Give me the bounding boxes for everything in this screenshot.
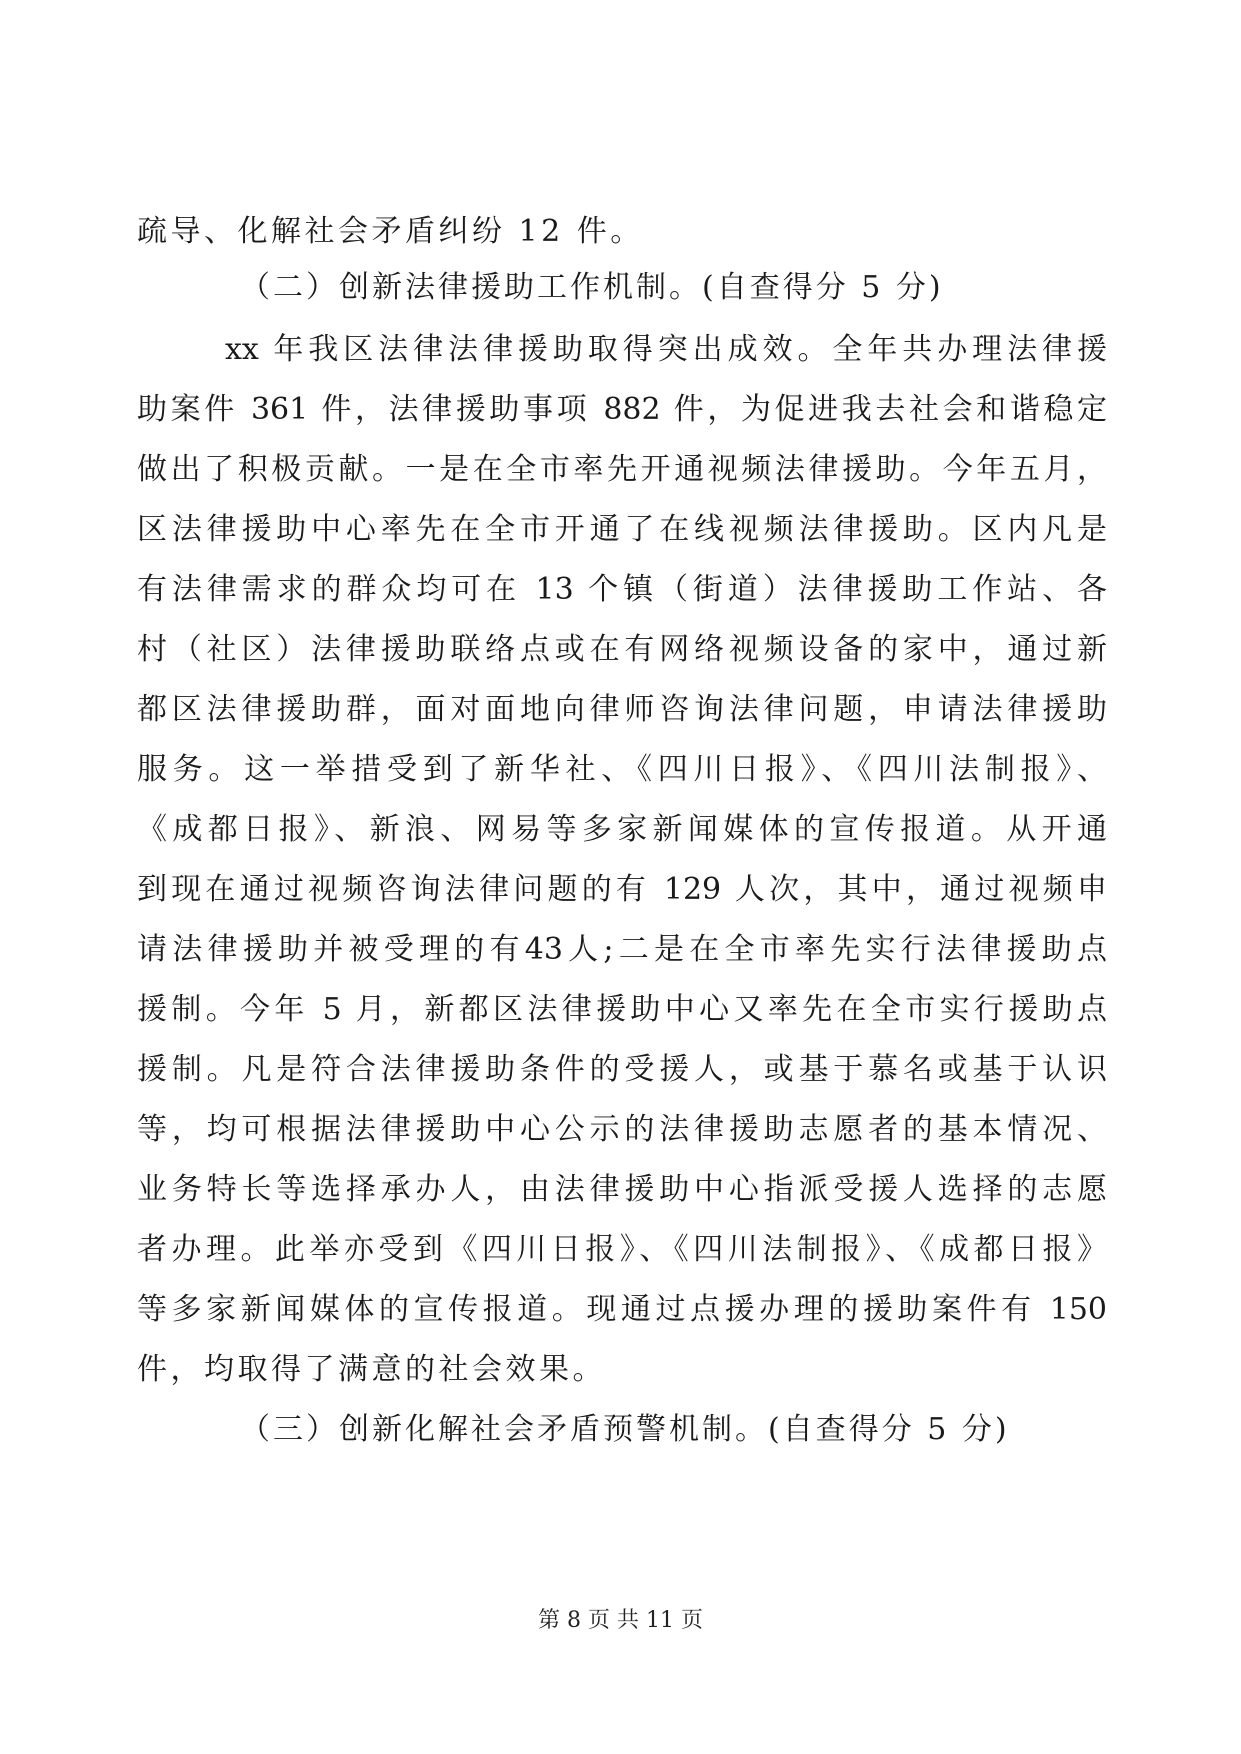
paragraph-line: 《成都日报》、新浪、网易等多家新闻媒体的宣传报道。从开通 <box>137 812 1107 847</box>
paragraph-line: 援制。今年 5 月，新都区法律援助中心又率先在全市实行援助点 <box>137 992 1107 1027</box>
section-heading: （二）创新法律援助工作机制。(自查得分 5 分) <box>240 270 944 305</box>
paragraph-line: 服务。这一举措受到了新华社、《四川日报》、《四川法制报》、 <box>137 752 1107 787</box>
paragraph-line: 件，均取得了满意的社会效果。 <box>137 1352 606 1387</box>
paragraph-line: 到现在通过视频咨询法律问题的有 129 人次，其中，通过视频申 <box>137 872 1107 907</box>
paragraph-line: xx 年我区法律法律援助取得突出成效。全年共办理法律援 <box>225 332 1107 367</box>
paragraph-line: 援制。凡是符合法律援助条件的受援人，或基于慕名或基于认识 <box>137 1052 1107 1087</box>
section-heading: （三）创新化解社会矛盾预警机制。(自查得分 5 分) <box>240 1412 1010 1447</box>
paragraph-line: 者办理。此举亦受到《四川日报》、《四川法制报》、《成都日报》 <box>137 1232 1107 1267</box>
paragraph-line: 都区法律援助群，面对面地向律师咨询法律问题，申请法律援助 <box>137 692 1107 727</box>
paragraph-line: 业务特长等选择承办人，由法律援助中心指派受援人选择的志愿 <box>137 1172 1107 1207</box>
paragraph-line: 有法律需求的群众均可在 13 个镇（街道）法律援助工作站、各 <box>137 572 1107 607</box>
paragraph-line: 村（社区）法律援助联络点或在有网络视频设备的家中，通过新 <box>137 632 1107 667</box>
paragraph-line: 疏导、化解社会矛盾纠纷 12 件。 <box>137 214 644 249</box>
paragraph-line: 请法律援助并被受理的有43人;二是在全市率先实行法律援助点 <box>137 932 1107 967</box>
paragraph-line: 等多家新闻媒体的宣传报道。现通过点援办理的援助案件有 150 <box>137 1292 1107 1327</box>
paragraph-line: 区法律援助中心率先在全市开通了在线视频法律援助。区内凡是 <box>137 512 1107 547</box>
page-number-footer: 第 8 页 共 11 页 <box>538 1608 703 1633</box>
paragraph-line: 等，均可根据法律援助中心公示的法律援助志愿者的基本情况、 <box>137 1112 1107 1147</box>
paragraph-line: 助案件 361 件，法律援助事项 882 件，为促进我去社会和谐稳定 <box>137 392 1107 427</box>
paragraph-line: 做出了积极贡献。一是在全市率先开通视频法律援助。今年五月， <box>137 452 1107 487</box>
